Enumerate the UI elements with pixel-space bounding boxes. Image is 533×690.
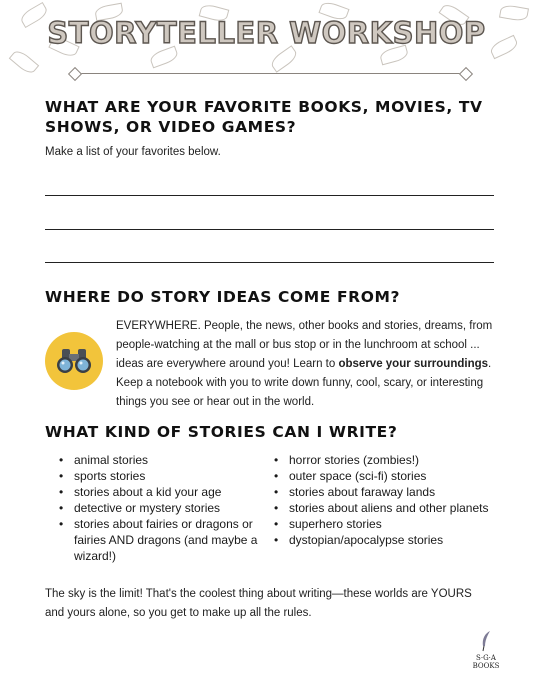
list-item: • detective or mystery stories [56,500,266,516]
write-line-2[interactable] [45,229,494,230]
observe-emphasis: observe your surroundings [338,358,489,370]
title-divider [75,73,467,74]
section-heading-story-kinds: WHAT KIND OF STORIES CAN I WRITE? [45,423,398,441]
list-item: • stories about fairies or dragons or fairies AND dragons (and maybe a wizard!) [56,516,266,564]
story-types-list-right [271,452,501,548]
write-line-3[interactable] [45,262,494,263]
closing-paragraph: The sky is the limit! That's the coolest thing about writing—these worlds are YOURS and yours alone, so you get to make up all the rules. [45,588,472,619]
divider-diamond-right [459,67,473,81]
header-banner [0,0,533,88]
publisher-logo: S·G·A BOOKS [466,630,506,670]
list-item: • horror stories (zombies!) [271,452,501,468]
quill-icon [478,630,494,652]
list-item: • superhero stories [271,516,501,532]
list-item: • outer space (sci-fi) stories [271,468,501,484]
list-item: • animal stories [56,452,266,468]
page-title: STORYTELLER WORKSHOP [47,16,486,50]
story-ideas-paragraph: EVERYWHERE. People, the news, other books and stories, dreams, from people-watching at the mall or bus stop or in the lunchroom at school ... ideas are everywhere around you! Learn to observe your surroundings. Keep a notebook with you to write down funny, cool, scary, or interesting things you see or hear out in the world. [116,320,493,408]
favorites-instruction: Make a list of your favorites below. [45,146,221,158]
section-heading-favorites: WHAT ARE YOUR FAVORITE BOOKS, MOVIES, TV SHOWS, OR VIDEO GAMES? [45,98,483,136]
write-line-1[interactable] [45,195,494,196]
divider-diamond-left [68,67,82,81]
binoculars-icon [45,332,103,390]
list-item: • stories about faraway lands [271,484,501,500]
list-item: • sports stories [56,468,266,484]
section-heading-story-ideas: WHERE DO STORY IDEAS COME FROM? [45,288,401,306]
list-item: • dystopian/apocalypse stories [271,532,501,548]
story-types-list-left [56,452,266,564]
list-item: • stories about aliens and other planets [271,500,501,516]
list-item: • stories about a kid your age [56,484,266,500]
